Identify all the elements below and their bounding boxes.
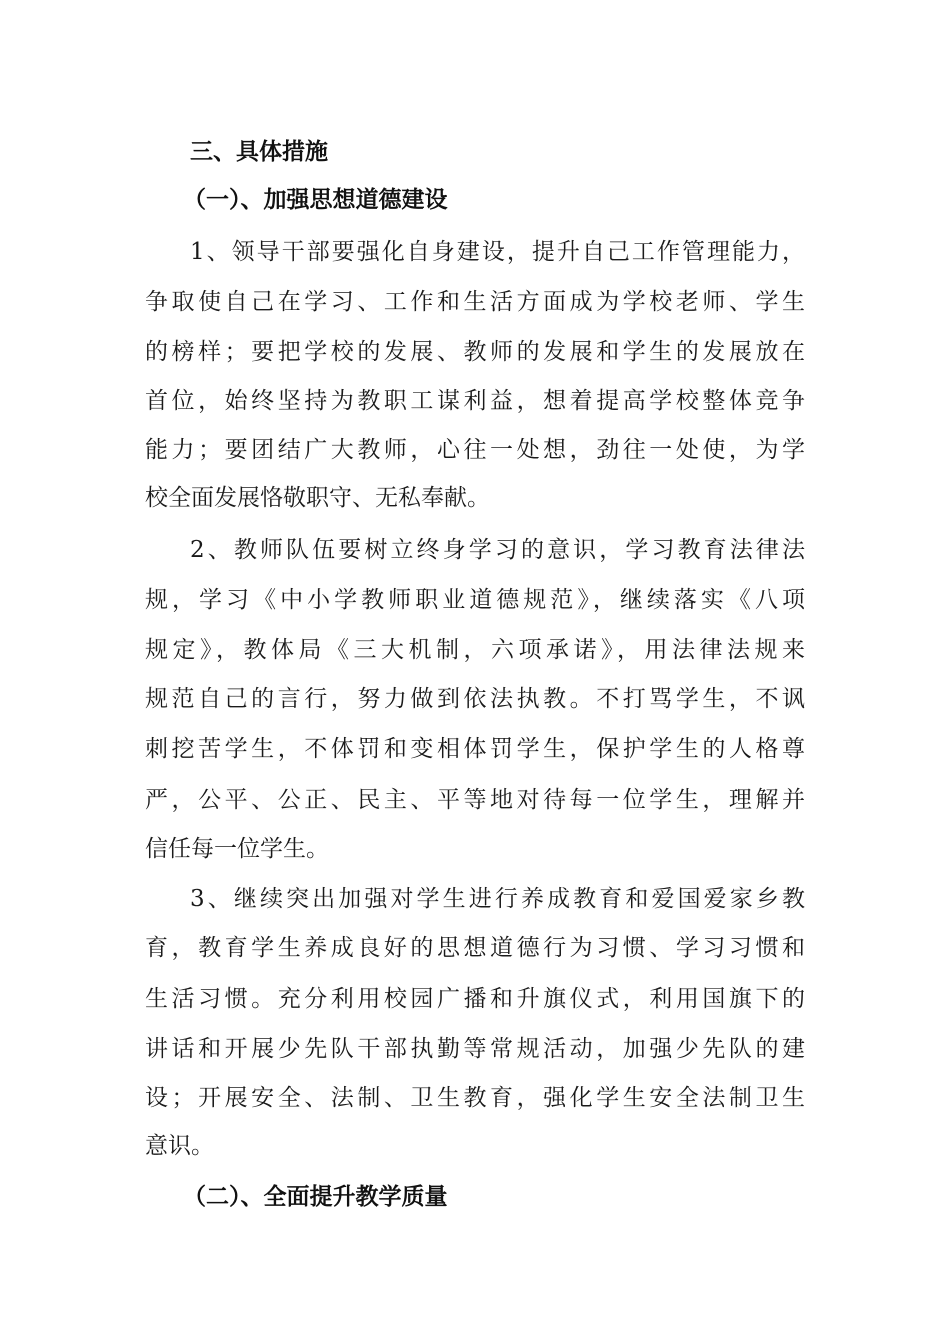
text-line: 设；开展安全、法制、卫生教育，强化学生安全法制卫生: [145, 1085, 805, 1111]
text-line: 1、领导干部要强化自身建设，提升自己工作管理能力，: [190, 239, 805, 265]
text-line: 3、继续突出加强对学生进行养成教育和爱国爱家乡教: [190, 886, 805, 912]
text-line: 刺挖苦学生，不体罚和变相体罚学生，保护学生的人格尊: [145, 736, 805, 762]
text-line: 首位，始终坚持为教职工谋利益，想着提高学校整体竞争: [145, 388, 805, 414]
text-line: 意识。: [145, 1133, 214, 1159]
text-line: 讲话和开展少先队干部执勤等常规活动，加强少先队的建: [145, 1036, 805, 1062]
text-line: 信任每一位学生。: [145, 836, 329, 862]
text-line: 争取使自己在学习、工作和生活方面成为学校老师、学生: [145, 289, 805, 315]
text-line: 规，学习《中小学教师职业道德规范》，继续落实《八项: [145, 587, 805, 613]
text-line: 校全面发展恪敬职守、无私奉献。: [145, 485, 490, 511]
text-line: 严，公平、公正、民主、平等地对待每一位学生，理解并: [145, 787, 805, 813]
text-line: 2、教师队伍要树立终身学习的意识，学习教育法律法: [190, 537, 805, 563]
text-line: 规范自己的言行，努力做到依法执教。不打骂学生，不讽: [145, 686, 805, 712]
text-line: 能力；要团结广大教师，心往一处想，劲往一处使，为学: [145, 437, 805, 463]
subsection-heading: （二）、全面提升教学质量: [183, 1184, 448, 1210]
subsection-heading: （一）、加强思想道德建设: [183, 187, 448, 213]
text-line: 育，教育学生养成良好的思想道德行为习惯、学习习惯和: [145, 935, 805, 961]
text-line: 规定》，教体局《三大机制，六项承诺》，用法律法规来: [145, 637, 805, 663]
section-heading: 三、具体措施: [190, 139, 328, 165]
text-line: 生活习惯。充分利用校园广播和升旗仪式，利用国旗下的: [145, 986, 805, 1012]
text-line: 的榜样；要把学校的发展、教师的发展和学生的发展放在: [145, 339, 805, 365]
